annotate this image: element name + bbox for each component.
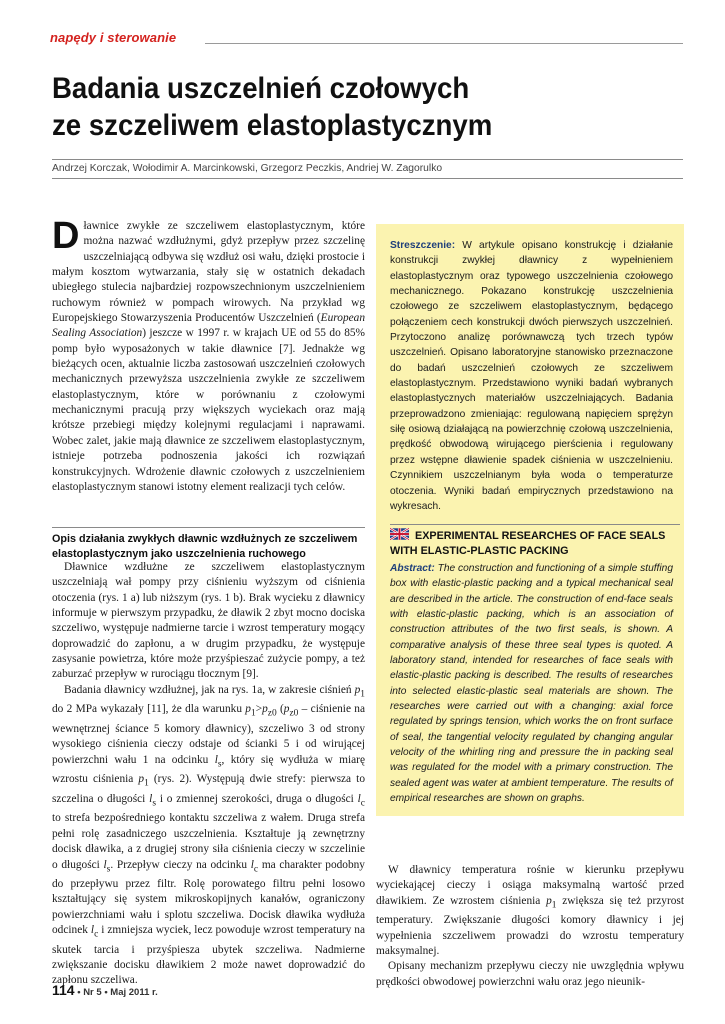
- authors-rule-top: [52, 159, 683, 160]
- sym-sub: c: [360, 798, 365, 809]
- sym-sub: c: [94, 929, 99, 940]
- sym-p: p: [546, 894, 552, 907]
- uk-flag-icon: [390, 528, 409, 540]
- p2-text-c: – ciśnienie na wewnętrznej ściance 5 komory dławnicy), szczeliwo 3 od strony wysokiego ciśnienia cieczy odstaje od ścianki 5 i od wirującej powierzchni wału 1 na odcinku: [52, 703, 365, 766]
- p2-text-d: , który się wydłuża w miarę wzrostu ciśnienia: [52, 753, 365, 786]
- sym-l: l: [90, 924, 95, 937]
- right-p1-text-a: W dławnicy temperatura rośnie w kierunku przepływu wyciekającej cieczy i osiąga maksymalną wartość przed dławikiem. Ze wzrostem ciśnienia: [376, 864, 684, 907]
- sym-p: p: [245, 703, 251, 716]
- abstract-en-heading-line-1: EXPERIMENTAL RESEARCHES OF FACE SEALS: [415, 530, 666, 542]
- p2-text-e: (rys. 2). Występują dwie strefy: pierwsza to szczelina o długości: [52, 773, 366, 805]
- authors-rule-bottom: [52, 178, 683, 179]
- sym-sub: c: [253, 863, 259, 874]
- sym-sub: z0: [289, 708, 299, 719]
- intro-assoc-name: European Sealing Association: [52, 312, 365, 340]
- p2-text-j: i zmniejsza wyciek, lecz powoduje wzrost temperatury na skutek tarcia i przyśpiesza ubytek szczeliwa. Nadmierne zwiększanie docisku dławikiem 2 może nawet doprowadzić do zapłonu szczeliwa.: [52, 924, 366, 987]
- right-paragraph-2: Opisany mechanizm przepływu cieczy nie uwzględnia wpływu prędkości obwodowej powierzchni wału oraz jego nieunik-: [376, 960, 684, 988]
- p2-paren: (: [276, 703, 284, 716]
- abstract-pl-label: Streszczenie:: [390, 240, 456, 251]
- intro-text: ławnice zwykłe ze szczeliwem elastoplastycznym, które można nazwać wzdłużnymi, gdyż przepływ przez szczelinę uszczelniającą odbywa się wzdłuż osi wału, dzięki prostocie i małym kosztom wytwarzania, stały się w ostatnich dekadach ubiegłego stulecia najbardziej rozpowszechnionym uszczelnieniem ruchowym również w pompach wirowych. Na przykład wg Europejskiego Stowarzyszenia Producentów Uszczelnień (: [52, 220, 365, 325]
- p2-text-g: to strefa bezpośredniego kontaktu szczeliwa z wałem. Druga strefa pełni rolę zasadniczego uszczelnienia. Kształtuje ją zewnętrzny docisk dławika, a z drugiej strony siła ciśnienia cieczy w szczelinie o długości: [52, 812, 365, 871]
- sym-p: p: [354, 683, 361, 696]
- right-paragraph-1: [376, 863, 684, 959]
- article-title: [52, 70, 641, 144]
- issue-info: • Nr 5 • Maj 2011 r.: [74, 987, 158, 998]
- section-heading: Opis działania zwykłych dławnic wzdłużnych ze szczeliwem elastoplastycznym jako uszczelnienia ruchowego: [52, 527, 365, 562]
- section-paragraph-1: Dławnice wzdłużne ze szczeliwem elastoplastycznym uszczelniają wał pompy przy ciśnieniu wyższym od ciśnienia otoczenia (rys. 1 a) lub niższym (rys. 1 b). Brak wycieku z dławnicy informuje w pierwszym przypadku, że dławik 2 zbyt mocno dociska szczeliwo, występuje nadmierne tarcie i wzrost temperatury mogący doprowadzić do zapłonu, a w drugim przypadku, że występuje zasysanie powietrza, które może przyśpieszać zużycie pompy, a też zaburzać przepływ w rurociągu tłocznym [9].: [52, 561, 365, 681]
- title-line-1: Badania uszczelnień czołowych: [52, 72, 470, 105]
- sym-sub: 1: [551, 899, 557, 910]
- sym-sub: 1: [360, 689, 365, 700]
- right-column-body: [376, 863, 684, 990]
- sym-p: p: [262, 703, 268, 716]
- section-tag: napędy i sterowanie: [50, 30, 177, 45]
- abstract-english: [390, 561, 673, 807]
- right-p1-text-b: zwiększa się też przyrost temperatury. Zwiększanie długości komory dławnicy i jej wypełnienia szczeliwem prowadzi do wzrostu temperatury maksymalnej.: [376, 894, 684, 957]
- sym-sub: 1: [144, 778, 149, 789]
- sym-sub: 1: [250, 708, 256, 719]
- abstract-en-heading-line-2: WITH ELASTIC-PLASTIC PACKING: [390, 545, 569, 557]
- sym-l: l: [250, 858, 254, 871]
- header-rule: [205, 43, 683, 44]
- sym-p: p: [283, 703, 290, 716]
- sym-p: p: [138, 773, 145, 786]
- abstract-en-text: The construction and functioning of a simple stuffing box with elastic-plastic packing and a typical mechanical seal are described in the article. The construction of end-face seals with elastic-plastic packing, which is an association of construction attributes of the two first seals, is shown. A comparative analysis of these three seal types is quoted. A laboratory stand, intended for researches of face seals with elastic-plastic packing is described. The results of researches into selected elastic-plastic seal materials are shown. The researches were carried out with a changing: axial force regulated by springs tension, which works the on front surface of seal, the tangential velocity regulated by changing angular velocity of the whirling ring and pressure the in packing seal was regulated for the model with a primary construction. The sealed agent was water at ambient temperature. The results of empirical researches are shown on graphs.: [390, 563, 673, 805]
- abstract-en-label: Abstract:: [390, 563, 435, 574]
- sym-sub: s: [152, 798, 156, 809]
- sym-l: l: [214, 753, 218, 766]
- sym-l: l: [149, 792, 153, 805]
- p2-text-a: Badania dławnicy wzdłużnej, jak na rys. 1a, w zakresie ciśnień: [64, 683, 355, 696]
- abstract-en-heading: [390, 524, 680, 559]
- sym-l: l: [103, 858, 107, 871]
- p2-text-h: . Przepływ cieczy na odcinku: [110, 858, 251, 871]
- intro-text-after: ) jeszcze w 1997 r. w krajach UE od 55 do 85% pomp było wyposażonych w takie dławnice [7]. Jednakże wg bieżących ocen, aktualnie liczba zastosowań uszczelnień czołowych mechanicznych przewyższa uszczelnienia zwykłe ze szczeliwem elastoplastycznym, które w porównaniu z czołowymi mechanicznymi pracują przy większych wyciekach oraz mają krótsze przebiegi między kolejnymi regulacjami i naprawami. Wobec zalet, jakie mają dławnice ze szczeliwem elastoplastycznym, istnieje potrzeba podnoszenia jakości ich rozwiązań konstrukcyjnych. Wdrożenie dławnic czołowych z uszczelnieniem elastoplastycznym stanowi istotny element realizacji tych celów.: [52, 327, 365, 493]
- abstract-pl-text: W artykule opisano konstrukcję i działanie konstrukcji zwykłej dławnicy z wypełnieniem elastoplastycznym oraz typowego uszczelnienia czołowego mechanicznego. Pokazano konstrukcję uszczelnienia czołowego ze szczeliwem elastoplastycznym, będącego połączeniem cech konstrukcji dwóch pierwszych uszczelnień. Przytoczono analizę porównawczą tych trzech typów uszczelnień. Opisano laboratoryjne stanowisko przeznaczone do badań uszczelnień czołowych ze szczeliwem elastoplastycznym. Przedstawiono wyniki badań wybranych elastoplastycznych materiałów uszczelniających. Badania przeprowadzono zmieniając: regulowaną napięciem sprężyn siłę osiową działającą na powierzchnię czołową uszczelnienia, prędkość obwodową wirującego pierścienia i regulowany przez wstępne dławienie spadek ciśnienia w uszczelnieniu. Czynnikiem uszczelnianym była woda o temperaturze otoczenia. Wyniki badań empirycznych przedstawiono na wykresach.: [390, 240, 673, 512]
- section-body: [52, 560, 365, 989]
- page-footer: [52, 982, 158, 1000]
- title-line-2: ze szczeliwem elastoplastycznym: [52, 109, 493, 142]
- sym-gt: >: [255, 703, 263, 716]
- page-number: 114: [52, 982, 75, 998]
- section-paragraph-2: [52, 683, 365, 989]
- p2-text-i: ma charakter podobny do przepływu przez filtr. Rolę porowatego filtru pełni losowo kształtujący się system mikroskopijnych kanałów, ograniczony powierzchniami wału i splotu szczeliwa. Docisk dławika wydłuża odcinek: [52, 858, 365, 937]
- p2-text-b: do 2 MPa wykazały [11], że dla warunku: [52, 703, 246, 716]
- intro-paragraph: [52, 215, 365, 495]
- sym-sub: s: [106, 863, 111, 874]
- authors-line: Andrzej Korczak, Wołodimir A. Marcinkowski, Grzegorz Peczkis, Andriej W. Zagorulko: [52, 163, 443, 174]
- sym-sub: s: [217, 758, 222, 769]
- p2-text-f: i o zmiennej szerokości, druga o długości: [156, 792, 358, 805]
- drop-cap: D: [52, 215, 80, 257]
- sym-sub: z0: [267, 708, 277, 719]
- sym-l: l: [357, 792, 361, 805]
- abstract-polish: [390, 238, 673, 514]
